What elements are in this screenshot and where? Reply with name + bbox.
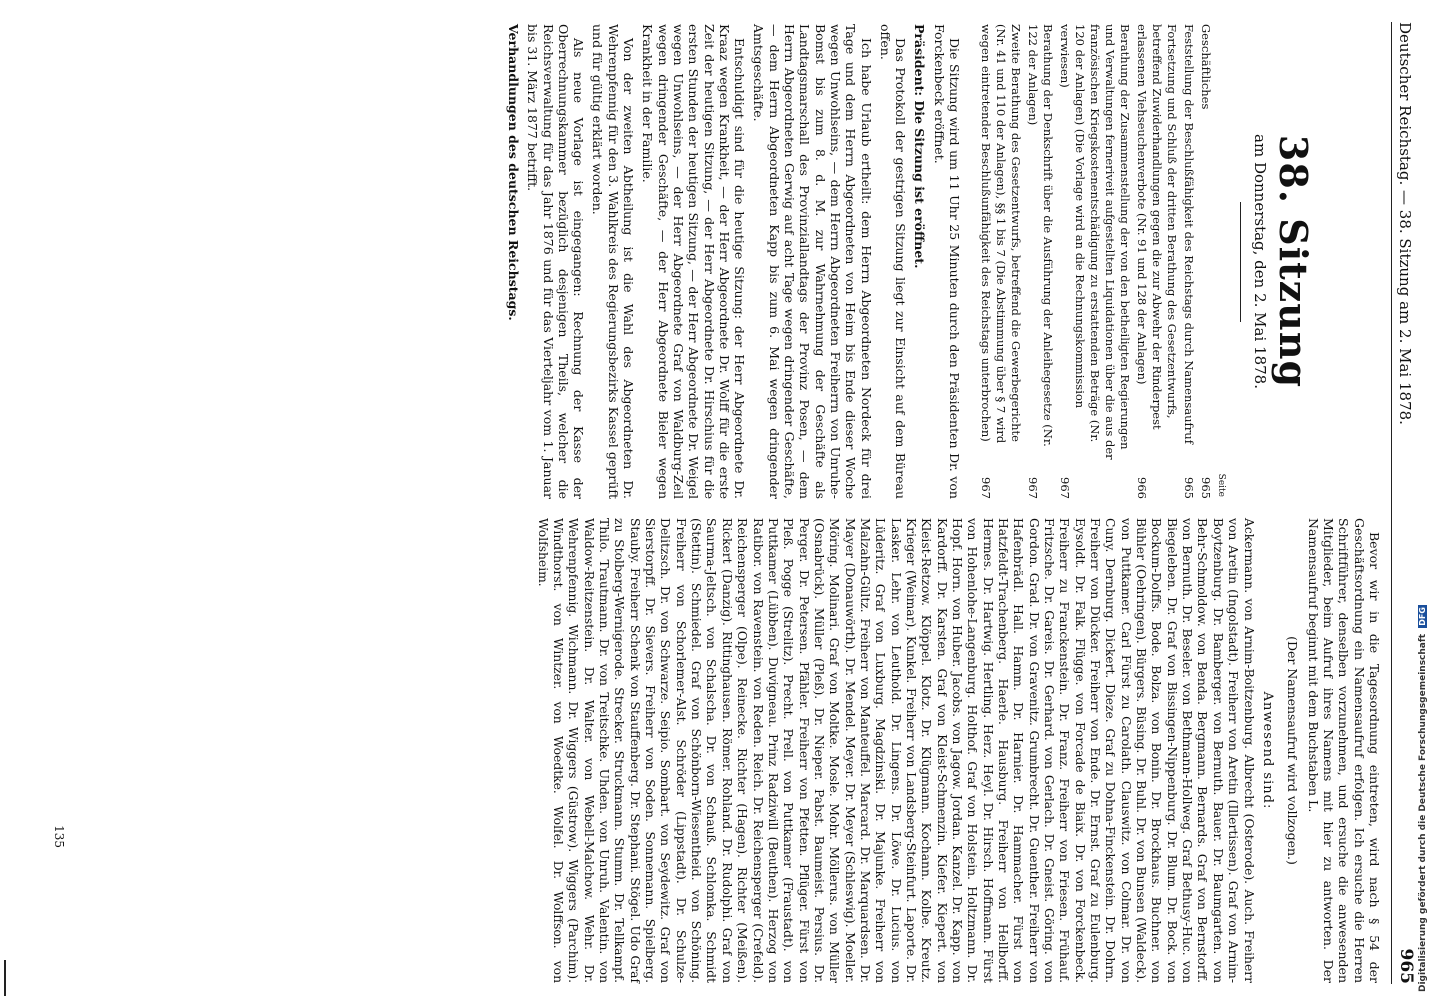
session-date: am Donnerstag, den 2. Mai 1878. [1251, 134, 1269, 389]
toc-item [978, 24, 1023, 499]
body-paragraph: Als neue Vorlage ist eingegangen: Rechnung der Kasse der Oberrechnungskammer bezüglich desjenigen Theils, welcher die Reichsverwaltung für das Jahr 1876 und für das Vierteljahr vom 1. Januar bis 31. März 1877 betrifft. [525, 24, 587, 499]
toc-item-text: Feststellung der Beschlußfähigkeit des Reichstags durch Namensaufruf [1182, 24, 1196, 444]
body-paragraph: Das Protokoll der gestrigen Sitzung liegt zur Einsicht auf dem Büreau offen. [877, 24, 909, 499]
body-paragraph: Die Sitzung wird um 11 Uhr 25 Minuten durch den Präsidenten Dr. von Forckenbeck eröffnet. [931, 24, 962, 499]
roll-call-note: (Der Namensaufruf wird vollzogen.) [1284, 636, 1300, 865]
right-column [72, 518, 1382, 983]
body-paragraph: Entschuldigt sind für die heutige Sitzung: der Herr Abgeordnete Dr. Kraaz wegen Krankheit, — der Herr Abgeordnete Dr. Wolff für die erste Zeit der heutigen Sitzung, — der Herr Abgeordnete Dr. Hirschius für die ersten Stunden der heutigen Sitzung, — der Herr Abgeordnete Dr. Weigel wegen Unwohlseins, — der Herr Abgeordnete Graf von Waldburg-Zeil wegen dringender Geschäfte, — der Herr Abgeordnete Bieler wegen Krankheit in der Familie. [640, 24, 748, 499]
toc-item-page: 966 [1135, 477, 1149, 499]
page-number: 965 [1396, 948, 1416, 984]
toc-item [1057, 24, 1132, 499]
toc-item-page: 965 [1182, 477, 1196, 499]
divider [1240, 202, 1241, 322]
table-of-contents [978, 24, 1228, 499]
toc-item [1181, 24, 1196, 499]
footer-source: Verhandlungen des deutschen Reichstags. [505, 24, 521, 321]
digitization-note: Digitalisierung gefördert durch die Deutsche Forschungsgemeinschaft [1418, 633, 1428, 992]
toc-item-page: 967 [1026, 477, 1040, 499]
toc-item-text: Berathung der Zusammenstellung der von den betheiligten Regierungen und Verwaltungen ferneriveit aufgestellten Liquidationen über die aus der französischen Kriegskostenentschädigung zu erstattenden Beträge (Nr. 120 der Anlagen) (Die Vorlage wird an die Rechnungskommission verwiesen) [1058, 24, 1132, 460]
toc-item-page: 967 [979, 477, 993, 499]
toc-item-text: Zweite Berathung des Gesetzentwurfs, betreffend die Gewerbegerichte (Nr. 41 und 110 der Anlagen), §§ 1 bis 7 (Die Abstimmung über § 7 wird wegen eintretender Beschlußunfähigkeit des Reichstags unterbrochen) [979, 24, 1023, 444]
session-title: 38. Sitzung [1271, 134, 1316, 389]
toc-item-page: 965 [1199, 477, 1213, 499]
toc-item [1134, 24, 1179, 499]
sheet-signature: 135 [52, 825, 66, 848]
toc-item [1198, 24, 1213, 499]
present-heading: Anwesend sind: [1259, 691, 1275, 810]
toc-item-text: Berathung der Denkschrift über die Ausführung der Anleihegesetze (Nr. 122 der Anlagen) [1026, 24, 1055, 447]
header-title: Deutscher Reichstag. — 38. Sitzung am 2. Mai 1878. [1396, 22, 1414, 425]
digitization-credit [1418, 32, 1430, 992]
present-member-list: Ackermann. von Arnim-Boitzenburg. Albrecht (Osterode). Auch. Freiherr von Aretin (Ingolstadt). Freiherr von Aretin (Illertissen). Graf von Arnim-Boytzenburg. Dr. Bamberger. von Bernuth. Bauer. Dr. Baumgarten. von Behr-Schmoldow. von Benda. Bergmann. Bernards. Graf von Bernstorff. von Bernuth. Dr. Beseler. von Bethmann-Hollweg. Graf Bethusy-Huc. von Biegeleben. Dr. Graf von Bissingen-Nippenburg. Dr. Blum. Dr. Bock. von Bockum-Dolffs. Bode. Bolza. von Bonin. Dr. Brockhaus. Buchner. von Bühler (Oehringen). Bürgers. Büsing. Dr. Buhl. Dr. von Bunsen (Waldeck). von Puttkamer. Carl Fürst zu Carolath. Clauswitz. von Colmar. Dr. von Cuny. Dernburg. Dickert. Dieze. Graf zu Dohna-Finckenstein. Dr. Dohrn. Freiherr von Dücker. Freiherr von Ende. Dr. Ernst. Graf zu Eulenburg. Eysoldt. Dr. Falk. Flügge. von Forcade de Biaix. Dr. von Forckenbeck. Freiherr zu Franckenstein. Dr. Franz. Freiherr von Friesen. Frühauf. Fritzsche. Dr. Gareis. Dr. Gerhard. von Gerlach. Dr. Gneist. Göring. von Gordon. Grad. Dr. von Gravenitz. Grumbrecht. Dr. Guenther. Freiherr von Hafenbrädl. Hall. Hamm. Dr. Harnier. Dr. Hammacher. Fürst von Hatzfeldt-Trachenberg. Haerle. Hausburg. Freiherr von Hellborff. Hermes. Dr. Hartwig. Hertling. Herz. Heyl. Dr. Hirsch. Hoffmann. Fürst von Hohenlohe-Langenburg. Holthof. Graf von Holstein. Holtzmann. Dr. Hopf. Horn. von Huber. Jacobs. von Jagow. Jordan. Kanzel. Dr. Kapp. von Kardorff. Dr. Karsten. Graf von Kleist-Schmenzin. Kiefer. Kiepert. von Kleist-Retzow. Klöppel. Klotz. Dr. Klügmann. Kochann. Kolbe. Kreutz. Krieger (Weimar). Kunkel. Freiherr von Landsberg-Steinfurt. Laporte. Dr. Lasker. Lehr. von Leuthold. Dr. Lingens. Dr. Löwe. Dr. Lucius. von Lüderitz. Graf von Luxburg. Magdzinski. Dr. Majunke. Freiherr von Malzahn-Gültz. Freiherr von Manteuffel. Marcard. Dr. Marquardsen. Dr. Mayer (Donauwörth). Dr. Mendel. Meyer. Dr. Meyer (Schleswig). Moeller. Möring. Molinari. Graf von Moltke. Mosle. Mohr. Möllerus. von Müller (Osnabrück). Müller (Pleß). Dr. Nieper. Pabst. Baumeist. Persius. Dr. Perger. Dr. Petersen. Pfähler. Freiherr von Pfetten. Pflüger. Fürst von Pleß. Pogge (Strelitz). Precht. Prell. von Puttkamer (Fraustadt). von Puttkamer (Lübben). Duvigneau. Prinz Radziwill (Beuthen). Herzog von Ratibor. von Ravenstein. von Reden. Reich. Dr. Reichensperger (Crefeld). Reichensperger (Olpe). Reinecke. Richter (Hagen). Richter (Meißen). Rickert (Danzig). Rittinghausen. Römer. Rohland. Dr. Rudolphi. Graf von Saurma-Jeltsch. von Schalscha. Dr. von Schauß. Schlomka. Schmidt (Stettin). Schmiedel. Graf von Schönborn-Wiesentheid. von Schöning. Freiherr von Schorlemer-Alst. Schröder (Lippstadt). Dr. Schulze-Delitzsch. Dr. von Schwarze. Seipio. Sombart. von Seydewitz. Graf von Sierstorpff. Dr. Sievers. Freiherr von Soden. Sonnemann. Spielberg. Stauby. Freiherr Schenk von Stauffenberg. Dr. Stephani. Stögel. Udo Graf zu Stolberg-Wernigerode. Strecker. Struckmann. Stumm. Dr. Tellkampf. Thilo. Trautmann. Dr. von Treitschke. Uhden. von Unruh. Valentin. von Waldow-Reitzenstein. Dr. Walter. von Webell-Malchow. Wehr. Dr. Wehrenpfennig. Wichmann. Dr. Wiggers (Güstrow). Wiggers (Parchim). Windthorst. von Wintzer. von Woedtke. Wolfel. Dr. Wolffson. von Wolfsheim. [535, 518, 1256, 983]
running-header [1391, 22, 1418, 984]
toc-item-text: Fortsetzung und Schluß der dritten Berathung des Gesetzentwurfs, betreffend Zuwiderhandlungen gegen die zur Abwehr der Rinderpest erlassenen Viehseuchenverbote (Nr. 91 und 128 der Anlagen) [1135, 24, 1179, 430]
scan-edge-mark [4, 960, 6, 996]
toc-item-page: 967 [1058, 477, 1072, 499]
body-paragraph: Ich habe Urlaub ertheilt: dem Herrn Abgeordneten Nordeck für drei Tage und dem Herrn Abgeordneten von Heim bis Ende dieser Woche wegen Unwohlseins, — dem Herrn Abgeordneten Freiherrn von Unruhe-Bomst bis zum 8. d. M. zur Wahrnehmung der Geschäfte als Landtagsmarschall des Provinziallandtags der Provinz Posen, — dem Herrn Abgeordneten Gerwig auf acht Tage wegen dringender Geschäfte, — dem Herrn Abgeordneten Kapp bis zum 6. Mai wegen dringender Amtsgeschäfte. [751, 24, 874, 499]
body-paragraph: Von der zweiten Abtheilung ist die Wahl des Abgeordneten Dr. Wehrenpfennig für den 3. Wahlkreis des Regierungsbezirks Kassel geprüft und für gültig erklärt worden. [590, 24, 637, 499]
toc-item-text: Geschäftliches [1199, 24, 1213, 110]
toc-heading: Seite [1216, 473, 1226, 497]
roll-call-intro: Bevor wir in die Tagesordnung eintreten, wird nach § 54 der Geschäftsordnung ein Namensaufruf erfolgen. Ich ersuche die Herren Schriftführer, denselben vorzunehmen, und ersuche die anwesenden Mitglieder, beim Aufruf ihres Namens mit hier zu antworten. Der Namensaufruf beginnt mit dem Buchstaben L. [1305, 518, 1382, 983]
dfg-logo: DFG [1418, 607, 1427, 626]
left-column [72, 24, 1382, 499]
president-remark: Präsident: Die Sitzung ist eröffnet. [912, 24, 928, 269]
scanned-page [12, 8, 1422, 998]
toc-item [1025, 24, 1055, 499]
